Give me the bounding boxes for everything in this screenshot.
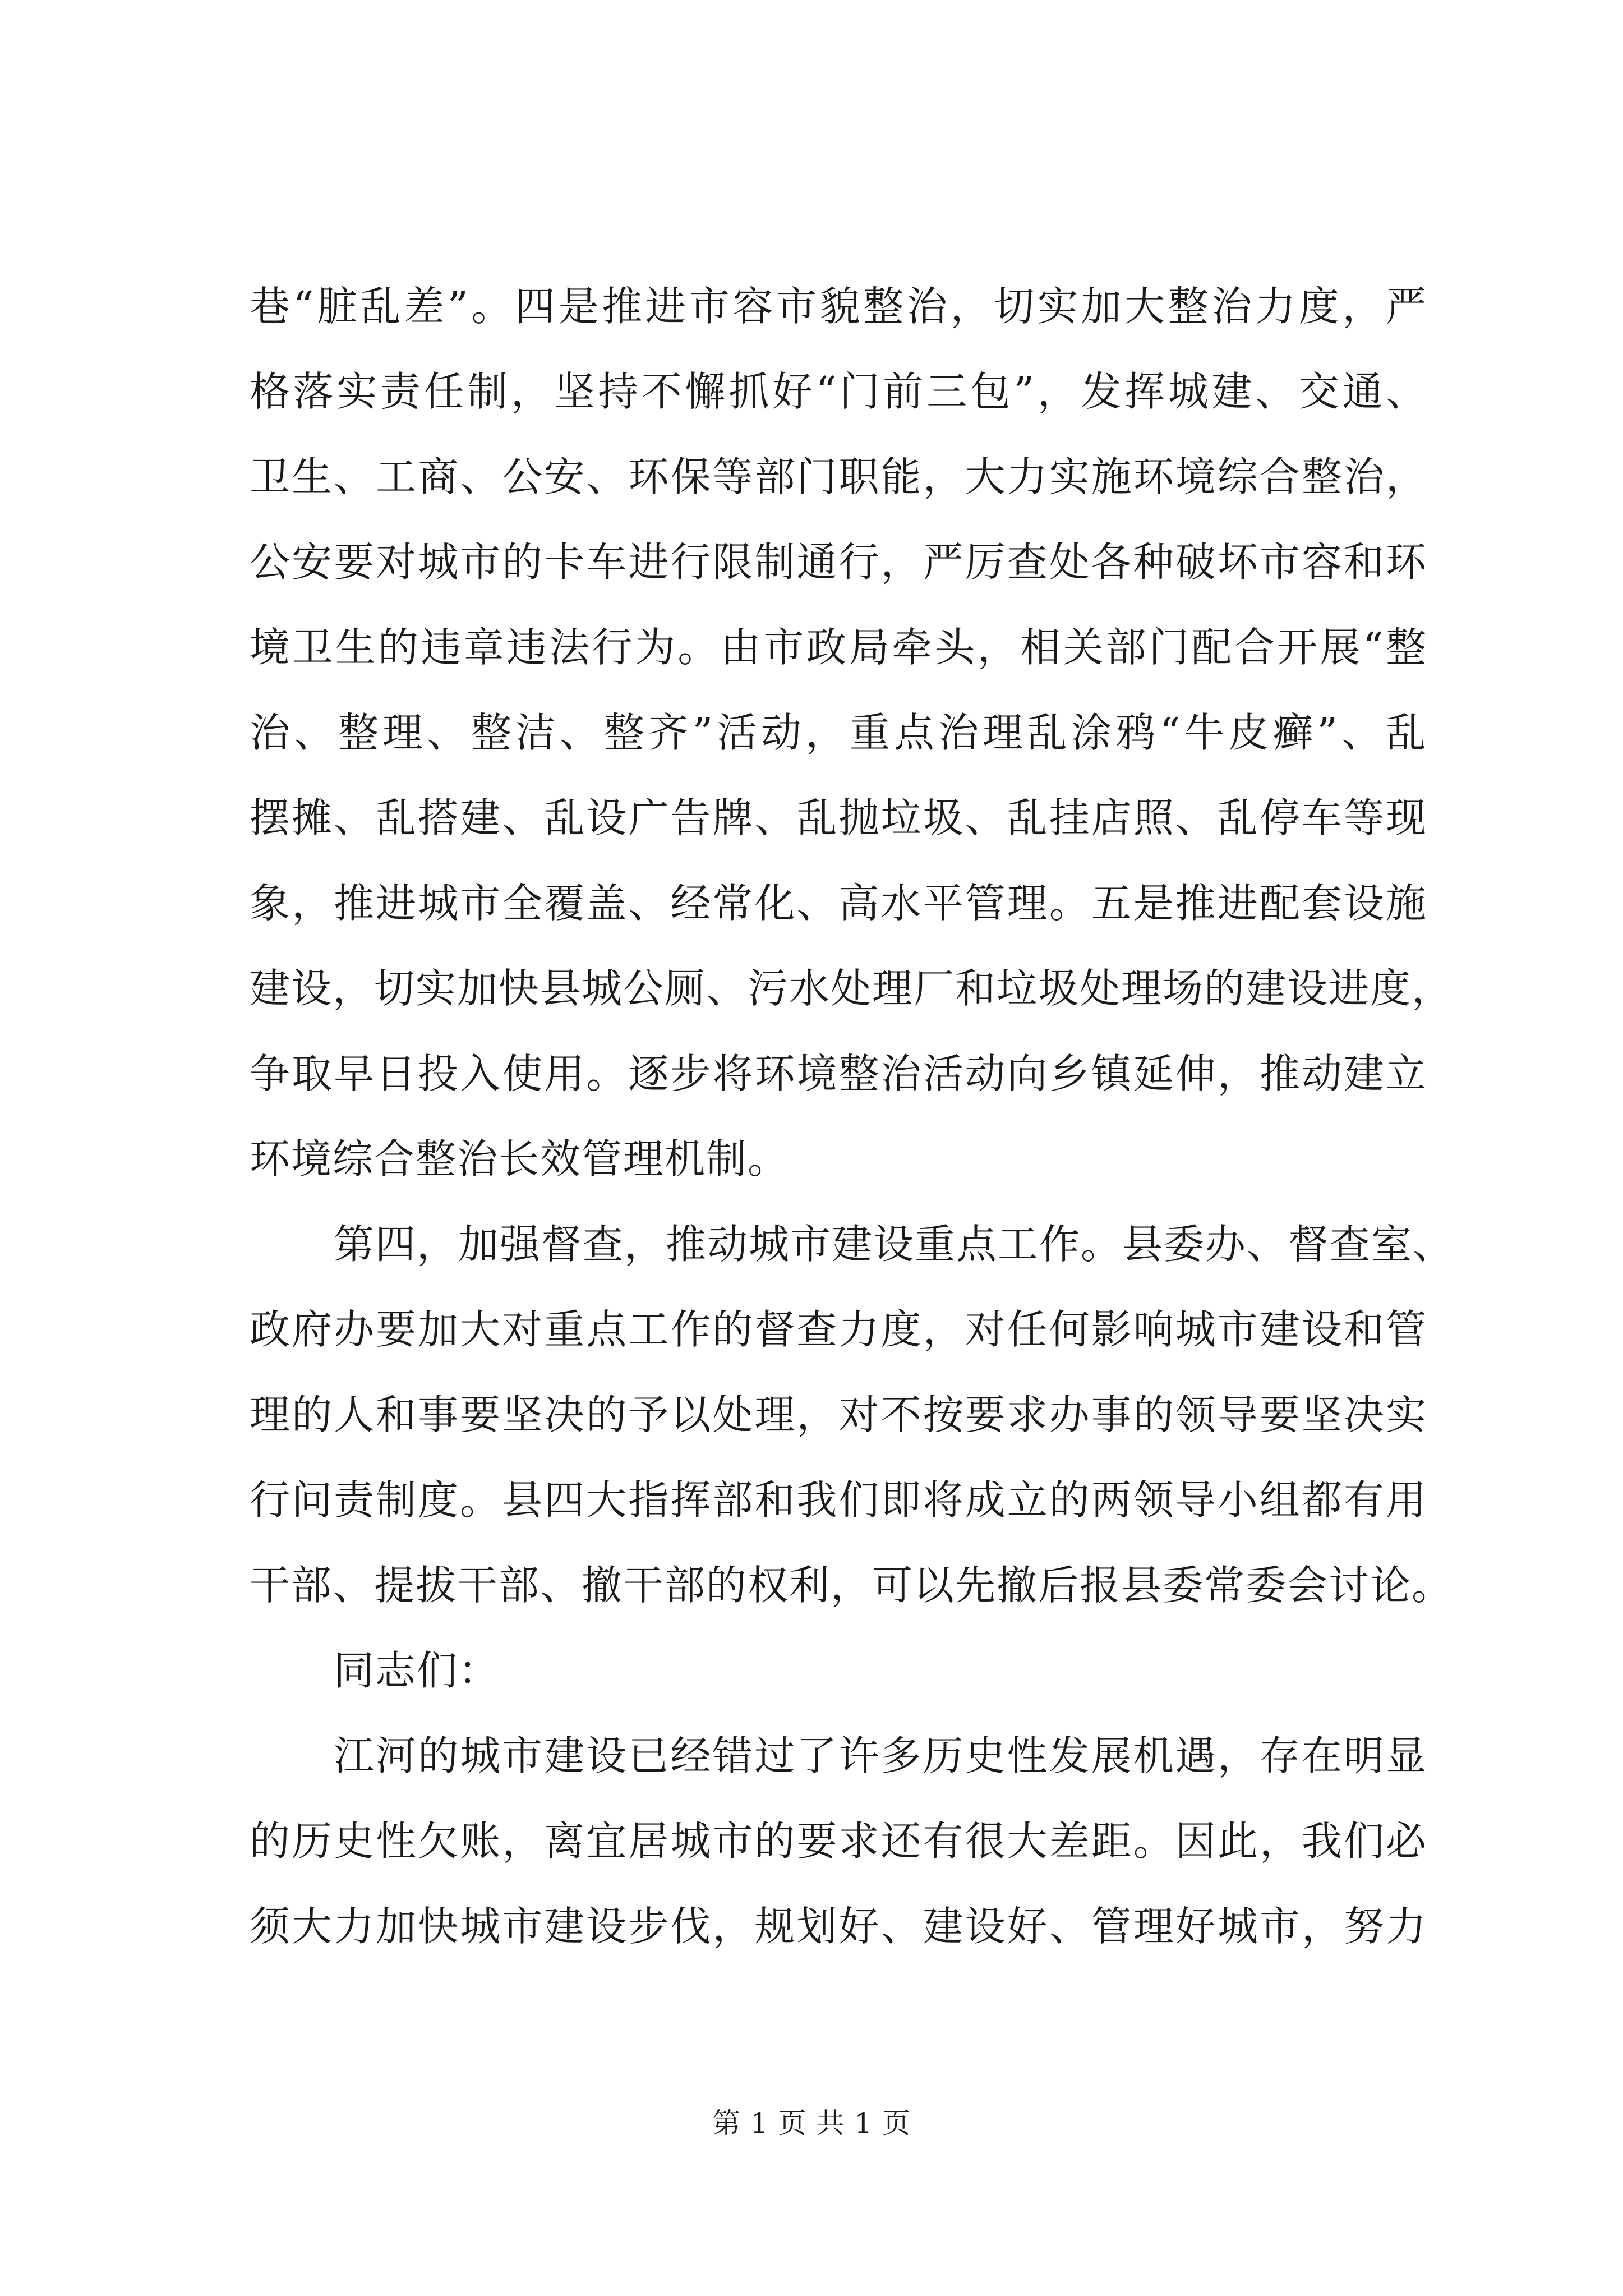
text-line: 格落实责任制，坚持不懈抓好“门前三包”，发挥城建、交通、 xyxy=(250,368,1427,415)
text-line: 巷“脏乱差”。四是推进市容市貌整治，切实加大整治力度，严 xyxy=(250,283,1427,330)
text-line: 的历史性欠账，离宜居城市的要求还有很大差距。因此，我们必 xyxy=(250,1818,1427,1865)
text-line: 治、整理、整洁、整齐”活动，重点治理乱涂鸦“牛皮癣”、乱 xyxy=(250,709,1427,756)
text-line: 争取早日投入使用。逐步将环境整治活动向乡镇延伸，推动建立 xyxy=(250,1050,1427,1097)
text-line: 摆摊、乱搭建、乱设广告牌、乱抛垃圾、乱挂店照、乱停车等现 xyxy=(250,794,1427,841)
text-line: 行问责制度。县四大指挥部和我们即将成立的两领导小组都有用 xyxy=(250,1476,1427,1524)
page-number-footer: 第 1 页 共 1 页 xyxy=(712,2107,911,2139)
text-line: 境卫生的违章违法行为。由市政局牵头，相关部门配合开展“整 xyxy=(250,624,1427,671)
text-line: 环境综合整治长效管理机制。 xyxy=(250,1135,790,1182)
text-line: 政府办要加大对重点工作的督查力度，对任何影响城市建设和管 xyxy=(250,1306,1427,1353)
text-line: 象，推进城市全覆盖、经常化、高水平管理。五是推进配套设施 xyxy=(250,880,1427,927)
text-line: 须大力加快城市建设步伐，规划好、建设好、管理好城市，努力 xyxy=(250,1903,1427,1950)
text-line: 建设，切实加快县城公厕、污水处理厂和垃圾处理场的建设进度， xyxy=(250,965,1454,1012)
text-line: 干部、提拔干部、撤干部的权利，可以先撤后报县委常委会讨论。 xyxy=(250,1562,1454,1609)
paragraph-start-line: 第四，加强督查，推动城市建设重点工作。县委办、督查室、 xyxy=(334,1221,1455,1268)
text-line: 卫生、工商、公安、环保等部门职能，大力实施环境综合整治， xyxy=(250,453,1427,500)
document-body xyxy=(250,264,1455,1969)
text-line: 理的人和事要坚决的予以处理，对不按要求办事的领导要坚决实 xyxy=(250,1391,1427,1438)
text-line: 公安要对城市的卡车进行限制通行，严厉查处各种破坏市容和环 xyxy=(250,539,1427,586)
salutation-line: 同志们： xyxy=(334,1647,500,1694)
paragraph-start-line: 江河的城市建设已经错过了许多历史性发展机遇，存在明显 xyxy=(334,1732,1427,1779)
